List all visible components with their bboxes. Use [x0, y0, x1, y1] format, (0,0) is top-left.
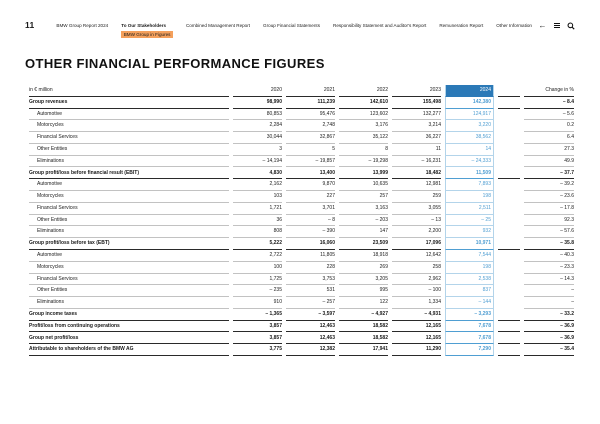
year-cell: 3,205 [339, 274, 388, 286]
year-cell: 3,055 [392, 203, 441, 215]
year-cell: 18,582 [339, 332, 388, 344]
table-row [29, 109, 574, 121]
year-cell: 10,971 [445, 238, 494, 250]
year-cell: 7,290 [445, 344, 494, 356]
year-cell: 837 [445, 285, 494, 297]
row-label: Eliminations [29, 226, 229, 238]
table-row [29, 215, 574, 227]
spacer [498, 309, 520, 321]
year-cell: 995 [339, 285, 388, 297]
year-header-2020: 2020 [233, 85, 282, 97]
table-row [29, 238, 574, 250]
year-cell: 12,382 [286, 344, 335, 356]
change-cell: 6.4 [524, 132, 574, 144]
year-cell: – 235 [233, 285, 282, 297]
year-cell: 142,380 [445, 97, 494, 109]
year-cell: – 13 [392, 215, 441, 227]
year-cell: – 390 [286, 226, 335, 238]
spacer [498, 215, 520, 227]
year-cell: 2,962 [392, 274, 441, 286]
year-cell: 2,511 [445, 203, 494, 215]
year-cell: 269 [339, 262, 388, 274]
year-cell: 103 [233, 191, 282, 203]
year-cell: 123,602 [339, 109, 388, 121]
year-cell: 23,509 [339, 238, 388, 250]
top-nav [56, 21, 532, 38]
table-row [29, 203, 574, 215]
row-label: Automotive [29, 109, 229, 121]
year-cell: 12,165 [392, 321, 441, 333]
spacer [498, 297, 520, 309]
change-cell: 27.3 [524, 144, 574, 156]
year-cell: 1,725 [233, 274, 282, 286]
nav-item[interactable]: Group Financial Statements [263, 22, 320, 28]
year-cell: 12,165 [392, 332, 441, 344]
spacer [498, 238, 520, 250]
year-cell: 12,463 [286, 332, 335, 344]
year-cell: 13,999 [339, 167, 388, 179]
row-label: Motorcycles [29, 120, 229, 132]
year-cell: 2,748 [286, 120, 335, 132]
nav-subitem-chip[interactable]: BMW Group in Figures [121, 31, 173, 39]
table-row [29, 156, 574, 168]
spacer [498, 262, 520, 274]
year-header-2022: 2022 [339, 85, 388, 97]
change-cell: – 8.4 [524, 97, 574, 109]
year-cell: 3,775 [233, 344, 282, 356]
year-cell: 1,721 [233, 203, 282, 215]
table-row [29, 132, 574, 144]
back-arrow-icon[interactable]: ← [538, 20, 547, 30]
year-cell: 2,722 [233, 250, 282, 262]
year-cell: 11,509 [445, 167, 494, 179]
financial-table [25, 85, 578, 356]
year-cell: 3,163 [339, 203, 388, 215]
spacer [498, 132, 520, 144]
change-cell: – [524, 297, 574, 309]
row-label: Eliminations [29, 156, 229, 168]
year-cell: 155,498 [392, 97, 441, 109]
top-bar [25, 21, 575, 38]
nav-item[interactable]: To Our Stakeholders BMW Group in Figures [121, 23, 173, 39]
year-cell: – 14,194 [233, 156, 282, 168]
year-header-2024: 2024 [445, 85, 494, 97]
row-label: Financial Services [29, 132, 229, 144]
change-cell: – 39.2 [524, 179, 574, 191]
year-cell: 111,239 [286, 97, 335, 109]
year-cell: – 3,597 [286, 309, 335, 321]
year-cell: 3,176 [339, 120, 388, 132]
year-cell: 10,635 [339, 179, 388, 191]
year-cell: 5,222 [233, 238, 282, 250]
year-cell: 198 [445, 262, 494, 274]
year-cell: 142,610 [339, 97, 388, 109]
year-cell: 36,227 [392, 132, 441, 144]
year-cell: 808 [233, 226, 282, 238]
table-row [29, 167, 574, 179]
row-label: Group revenues [29, 97, 229, 109]
year-cell: 932 [445, 226, 494, 238]
change-cell: – 5.6 [524, 109, 574, 121]
spacer [498, 226, 520, 238]
year-cell: 14 [445, 144, 494, 156]
table-row [29, 285, 574, 297]
row-label: Automotive [29, 179, 229, 191]
page-number: 11 [25, 20, 35, 30]
year-cell: 531 [286, 285, 335, 297]
year-cell: 95,476 [286, 109, 335, 121]
year-cell: 100 [233, 262, 282, 274]
year-cell: 2,538 [445, 274, 494, 286]
year-cell: 18,918 [339, 250, 388, 262]
year-cell: 2,162 [233, 179, 282, 191]
spacer [498, 332, 520, 344]
year-cell: 11 [392, 144, 441, 156]
change-cell: – 57.6 [524, 226, 574, 238]
year-cell: 132,277 [392, 109, 441, 121]
year-cell: 32,867 [286, 132, 335, 144]
row-label: Group profit/loss before tax (EBT) [29, 238, 229, 250]
nav-item[interactable]: BMW Group Report 2024 [56, 22, 109, 28]
year-cell: 228 [286, 262, 335, 274]
change-cell: – 17.8 [524, 203, 574, 215]
year-cell: 257 [339, 191, 388, 203]
change-cell: – 14.3 [524, 274, 574, 286]
row-label: Group income taxes [29, 309, 229, 321]
change-cell: – [524, 285, 574, 297]
year-cell: 4,830 [233, 167, 282, 179]
spacer [498, 344, 520, 356]
year-cell: 259 [392, 191, 441, 203]
year-cell: 17,941 [339, 344, 388, 356]
year-cell: – 24,333 [445, 156, 494, 168]
table-row [29, 274, 574, 286]
row-label: Eliminations [29, 297, 229, 309]
year-cell: 3,220 [445, 120, 494, 132]
year-header-2021: 2021 [286, 85, 335, 97]
year-cell: 11,290 [392, 344, 441, 356]
row-label: Motorcycles [29, 191, 229, 203]
table-header-row [29, 85, 574, 97]
change-cell: – 37.7 [524, 167, 574, 179]
table-body [29, 85, 574, 356]
spacer [498, 285, 520, 297]
year-cell: 13,400 [286, 167, 335, 179]
year-cell: 7,544 [445, 250, 494, 262]
row-label: Automotive [29, 250, 229, 262]
page-title: OTHER FINANCIAL PERFORMANCE FIGURES [25, 56, 325, 71]
row-label: Group net profit/loss [29, 332, 229, 344]
year-cell: 16,060 [286, 238, 335, 250]
year-cell: – 4,931 [392, 309, 441, 321]
change-cell: – 33.2 [524, 309, 574, 321]
spacer [498, 250, 520, 262]
year-cell: – 3,293 [445, 309, 494, 321]
nav-item[interactable]: Responsibility Statement and Auditor's Report [333, 22, 427, 28]
spacer [498, 144, 520, 156]
year-header-2023: 2023 [392, 85, 441, 97]
year-cell: 12,642 [392, 250, 441, 262]
table-row [29, 321, 574, 333]
change-cell: – 35.8 [524, 238, 574, 250]
table-row [29, 332, 574, 344]
change-cell: – 23.6 [524, 191, 574, 203]
change-header: Change in % [524, 85, 574, 97]
year-cell: 3 [233, 144, 282, 156]
year-cell: 38,562 [445, 132, 494, 144]
year-cell: 18,582 [339, 321, 388, 333]
spacer [498, 120, 520, 132]
year-cell: – 8 [286, 215, 335, 227]
year-cell: – 16,231 [392, 156, 441, 168]
table-row [29, 226, 574, 238]
year-cell: 9,870 [286, 179, 335, 191]
year-cell: 2,200 [392, 226, 441, 238]
nav-item[interactable]: Combined Management Report [185, 22, 251, 28]
change-cell: – 36.9 [524, 332, 574, 344]
spacer [498, 321, 520, 333]
year-cell: 18,482 [392, 167, 441, 179]
year-cell: – 25 [445, 215, 494, 227]
row-label: Financial Services [29, 274, 229, 286]
year-cell: 227 [286, 191, 335, 203]
table-row [29, 250, 574, 262]
year-cell: – 100 [392, 285, 441, 297]
change-cell: 0.2 [524, 120, 574, 132]
change-cell: – 36.9 [524, 321, 574, 333]
table-row [29, 262, 574, 274]
change-cell: – 35.4 [524, 344, 574, 356]
year-cell: – 203 [339, 215, 388, 227]
spacer [498, 191, 520, 203]
year-cell: 3,753 [286, 274, 335, 286]
year-cell: 3,214 [392, 120, 441, 132]
year-cell: 3,701 [286, 203, 335, 215]
year-cell: 147 [339, 226, 388, 238]
year-cell: – 1,365 [233, 309, 282, 321]
row-label: Motorcycles [29, 262, 229, 274]
change-cell: 92.3 [524, 215, 574, 227]
year-cell: 2,284 [233, 120, 282, 132]
year-cell: 17,096 [392, 238, 441, 250]
year-cell: 12,981 [392, 179, 441, 191]
year-cell: 124,917 [445, 109, 494, 121]
row-label: Profit/loss from continuing operations [29, 321, 229, 333]
year-cell: – 19,298 [339, 156, 388, 168]
spacer [498, 156, 520, 168]
year-cell: 198 [445, 191, 494, 203]
year-cell: 1,334 [392, 297, 441, 309]
unit-label: in € million [29, 85, 229, 97]
table-row [29, 120, 574, 132]
spacer [498, 179, 520, 191]
spacer [498, 97, 520, 109]
spacer [498, 85, 520, 97]
year-cell: – 19,857 [286, 156, 335, 168]
year-cell: 11,805 [286, 250, 335, 262]
row-label: Other Entities [29, 144, 229, 156]
change-cell: – 40.3 [524, 250, 574, 262]
row-label: Other Entities [29, 285, 229, 297]
year-cell: 80,853 [233, 109, 282, 121]
year-cell: 258 [392, 262, 441, 274]
year-cell: 36 [233, 215, 282, 227]
spacer [498, 167, 520, 179]
table-row [29, 297, 574, 309]
spacer [498, 203, 520, 215]
spacer [498, 274, 520, 286]
year-cell: – 257 [286, 297, 335, 309]
nav-item[interactable]: Remuneration Report [439, 22, 484, 28]
table-row [29, 309, 574, 321]
table-row [29, 191, 574, 203]
change-cell: 49.9 [524, 156, 574, 168]
year-cell: 30,044 [233, 132, 282, 144]
year-cell: – 144 [445, 297, 494, 309]
year-cell: 7,678 [445, 321, 494, 333]
table-row [29, 179, 574, 191]
row-label: Group profit/loss before financial result (EBIT) [29, 167, 229, 179]
year-cell: 8 [339, 144, 388, 156]
table-row [29, 144, 574, 156]
table-row [29, 344, 574, 356]
row-label: Financial Services [29, 203, 229, 215]
nav-item[interactable]: Other Information [496, 22, 532, 28]
row-label: Attributable to shareholders of the BMW AG [29, 344, 229, 356]
year-cell: 122 [339, 297, 388, 309]
year-cell: 3,857 [233, 332, 282, 344]
year-cell: 910 [233, 297, 282, 309]
change-cell: – 23.3 [524, 262, 574, 274]
table-row [29, 97, 574, 109]
spacer [498, 109, 520, 121]
year-cell: 12,463 [286, 321, 335, 333]
year-cell: 5 [286, 144, 335, 156]
year-cell: 98,990 [233, 97, 282, 109]
year-cell: 7,893 [445, 179, 494, 191]
year-cell: – 4,927 [339, 309, 388, 321]
year-cell: 3,857 [233, 321, 282, 333]
search-icon[interactable] [567, 22, 575, 30]
year-cell: 7,678 [445, 332, 494, 344]
year-cell: 35,122 [339, 132, 388, 144]
menu-icon[interactable] [554, 22, 561, 30]
toolbar-icons [539, 21, 576, 30]
row-label: Other Entities [29, 215, 229, 227]
